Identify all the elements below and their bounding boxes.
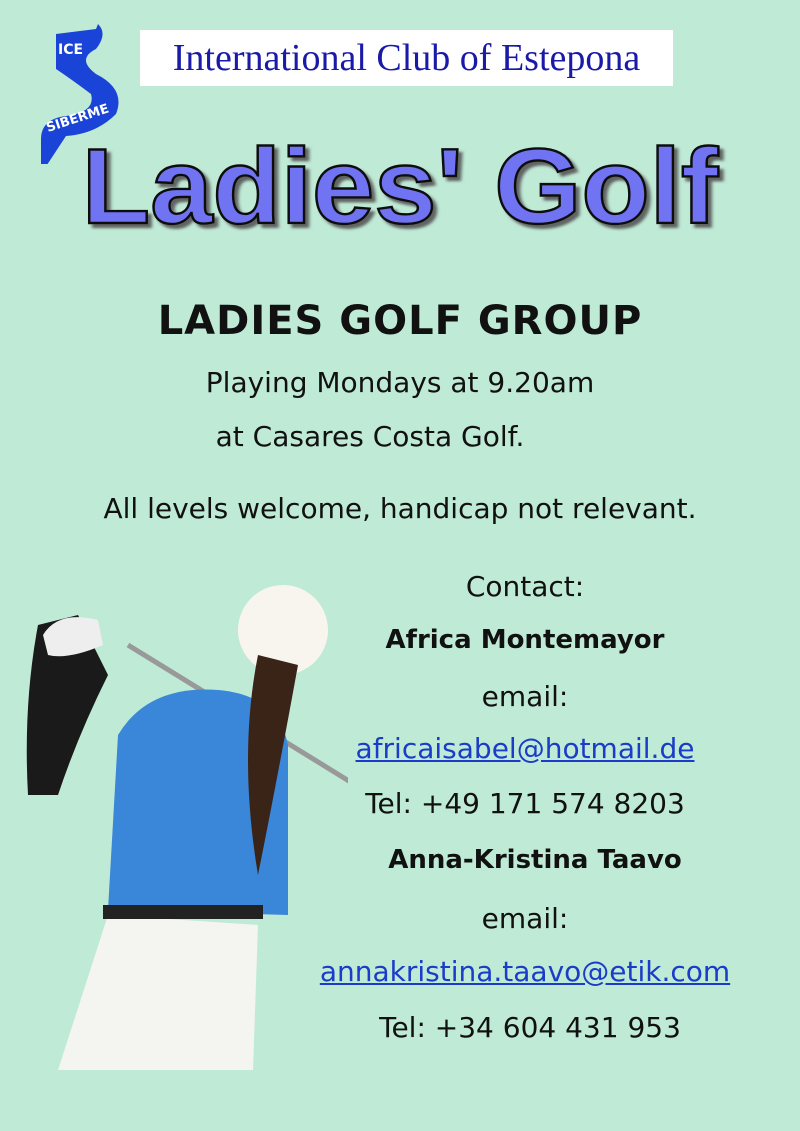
title-wordart (30, 130, 770, 260)
logo-text-top: ICE (58, 42, 84, 58)
logo-text-bottom: SIBERME (44, 101, 111, 136)
contact-2-email-label: email: (481, 902, 569, 935)
contact-2-name: Anna-Kristina Taavo (388, 845, 682, 875)
welcome-text: All levels welcome, handicap not relevant. (103, 492, 697, 525)
contact-2-email-link[interactable]: annakristina.taavo@etik.com (319, 955, 731, 988)
club-name: International Club of Estepona (140, 30, 673, 86)
group-heading: LADIES GOLF GROUP (157, 298, 643, 344)
contact-2-tel: Tel: +34 604 431 953 (379, 1011, 681, 1044)
schedule-venue: at Casares Costa Golf. (215, 420, 525, 453)
contact-1-tel: Tel: +49 171 574 8203 (365, 787, 685, 820)
schedule-day: Playing Mondays at 9.20am (205, 366, 595, 399)
contact-1-name: Africa Montemayor (385, 625, 665, 655)
contact-label: Contact: (465, 570, 585, 603)
contact-1-email-link[interactable]: africaisabel@hotmail.de (355, 732, 695, 765)
contact-1-email-label: email: (481, 680, 569, 713)
title-text: Ladies' Golf (81, 130, 719, 247)
